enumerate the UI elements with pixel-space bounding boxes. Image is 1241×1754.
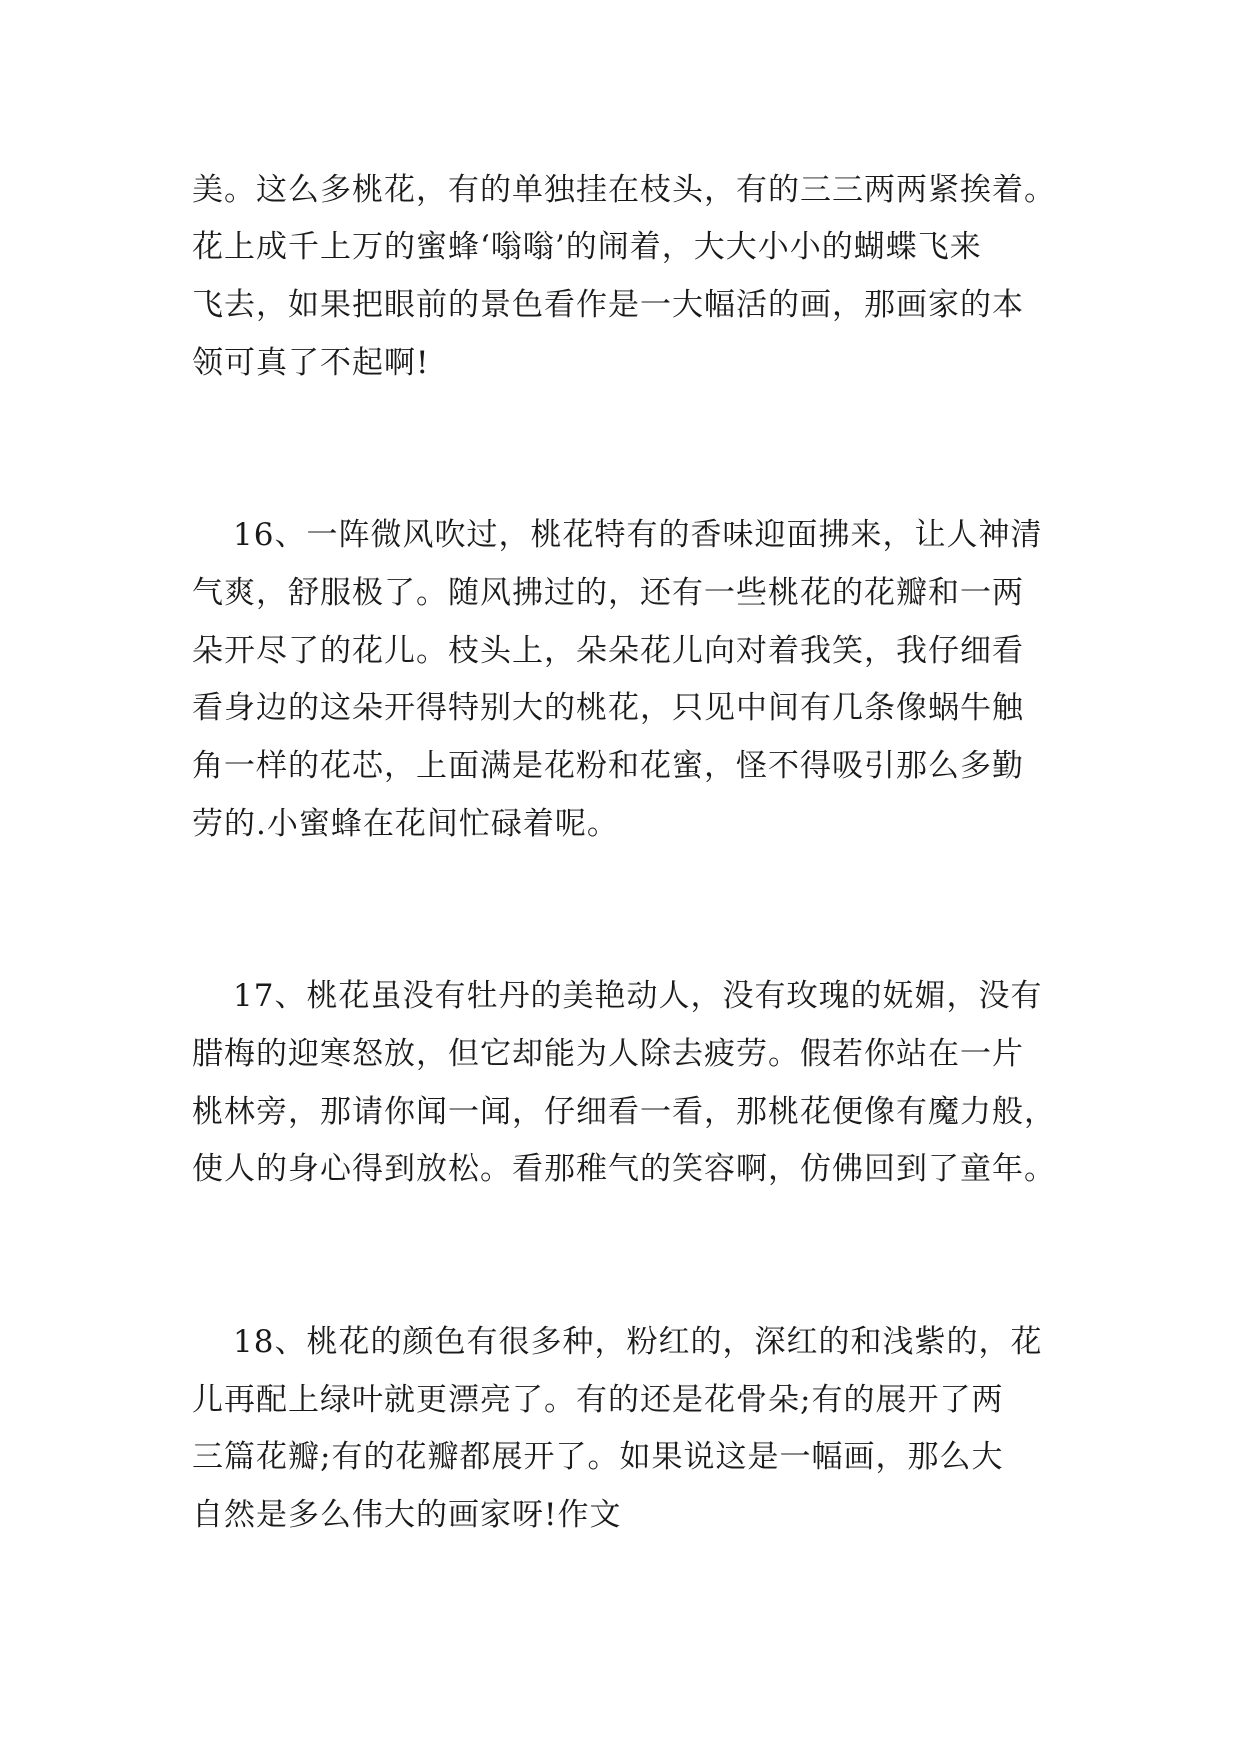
paragraph-16-line-3: 朵开尽了的花儿。枝头上，朵朵花儿向对着我笑，我仔细看	[192, 633, 1024, 669]
paragraph-18-line-4: 自然是多么伟大的画家呀!作文	[192, 1497, 622, 1533]
paragraph-18-line-3: 三篇花瓣;有的花瓣都展开了。如果说这是一幅画，那么大	[192, 1439, 1004, 1475]
paragraph-17-line-1: 17、桃花虽没有牡丹的美艳动人，没有玫瑰的妩媚，没有	[233, 978, 1043, 1014]
paragraph-18-line-1: 18、桃花的颜色有很多种，粉红的，深红的和浅紫的，花	[233, 1324, 1043, 1360]
paragraph-17-line-3: 桃林旁，那请你闻一闻，仔细看一看，那桃花便像有魔力般，	[192, 1094, 1056, 1130]
paragraph-16-line-1: 16、一阵微风吹过，桃花特有的香味迎面拂来，让人神清	[233, 517, 1043, 553]
paragraph-1-line-1: 美。这么多桃花，有的单独挂在枝头，有的三三两两紧挨着。	[192, 172, 1056, 208]
paragraph-17-line-4: 使人的身心得到放松。看那稚气的笑容啊，仿佛回到了童年。	[192, 1151, 1056, 1187]
paragraph-1-line-4: 领可真了不起啊!	[192, 345, 430, 381]
paragraph-1-line-2: 花上成千上万的蜜蜂‘嗡嗡’的闹着，大大小小的蝴蝶飞来	[192, 229, 982, 265]
paragraph-16-line-5: 角一样的花芯，上面满是花粉和花蜜，怪不得吸引那么多勤	[192, 748, 1024, 784]
paragraph-1-line-3: 飞去，如果把眼前的景色看作是一大幅活的画，那画家的本	[192, 287, 1024, 323]
paragraph-16-line-2: 气爽，舒服极了。随风拂过的，还有一些桃花的花瓣和一两	[192, 575, 1024, 611]
paragraph-18-line-2: 儿再配上绿叶就更漂亮了。有的还是花骨朵;有的展开了两	[192, 1382, 1004, 1418]
paragraph-16-line-4: 看身边的这朵开得特别大的桃花，只见中间有几条像蜗牛触	[192, 690, 1024, 726]
paragraph-17-line-2: 腊梅的迎寒怒放，但它却能为人除去疲劳。假若你站在一片	[192, 1036, 1024, 1072]
paragraph-16-line-6: 劳的.小蜜蜂在花间忙碌着呢。	[192, 806, 619, 842]
